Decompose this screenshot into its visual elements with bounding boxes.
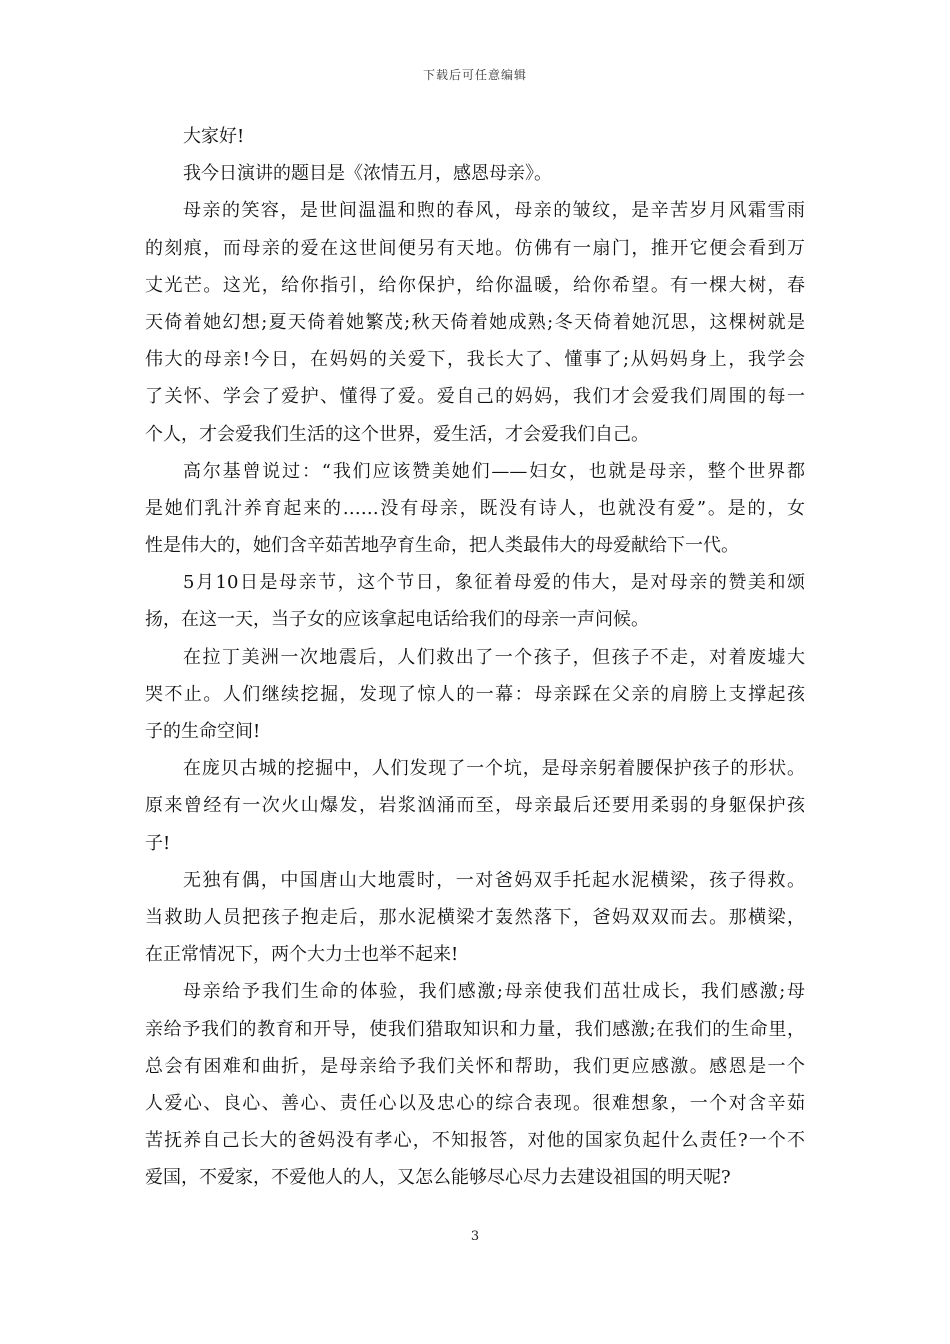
text-line: 子的生命空间! [145, 721, 261, 742]
text-line: 的刻痕，而母亲的爱在这世间便另有天地。仿佛有一扇门，推开它便会看到万 [145, 237, 805, 259]
text-line: 哭不止。人们继续挖掘，发现了惊人的一幕：母亲踩在父亲的肩膀上支撑起孩 [145, 683, 805, 705]
text-line: 总会有困难和曲折，是母亲给予我们关怀和帮助，我们更应感激。感恩是一个 [145, 1055, 805, 1077]
text-line: 在拉丁美洲一次地震后，人们救出了一个孩子，但孩子不走，对着废墟大 [183, 646, 805, 668]
page-header: 下载后可任意编辑 [422, 68, 527, 82]
text-line: 是她们乳汁养育起来的……没有母亲，既没有诗人，也就没有爱”。是的，女 [145, 497, 805, 519]
text-line: 母亲的笑容，是世间温温和煦的春风，母亲的皱纹，是辛苦岁月风霜雪雨 [183, 200, 805, 222]
text-line: 性是伟大的，她们含辛茹苦地孕育生命，把人类最伟大的母爱献给下一代。 [145, 535, 739, 557]
text-line: 在正常情况下，两个大力士也举不起来! [145, 944, 459, 966]
text-line: 在庞贝古城的挖掘中，人们发现了一个坑，是母亲躬着腰保护孩子的形状。 [183, 758, 805, 780]
text-line: 个人，才会爱我们生活的这个世界，爱生活，才会爱我们自己。 [145, 423, 649, 445]
text-line: 母亲给予我们生命的体验，我们感激;母亲使我们茁壮成长，我们感激;母 [183, 981, 805, 1003]
text-line: 人爱心、良心、善心、责任心以及忠心的综合表现。很难想象，一个对含辛茹 [145, 1092, 805, 1114]
text-line: 大家好! [183, 126, 245, 147]
text-line: 亲给予我们的教育和开导，使我们猎取知识和力量，我们感激;在我们的生命里， [145, 1018, 805, 1040]
text-line: 天倚着她幻想;夏天倚着她繁茂;秋天倚着她成熟;冬天倚着她沉思，这棵树就是 [145, 311, 805, 333]
text-line: 无独有偶，中国唐山大地震时，一对爸妈双手托起水泥横梁，孩子得救。 [183, 869, 805, 891]
document-body [145, 118, 805, 1196]
text-line: 伟大的母亲!今日，在妈妈的关爱下，我长大了、懂事了;从妈妈身上，我学会 [145, 349, 805, 371]
page-number: 3 [470, 1229, 480, 1244]
text-line: 了关怀、学会了爱护、懂得了爱。爱自己的妈妈，我们才会爱我们周围的每一 [145, 386, 805, 408]
text-line: 原来曾经有一次火山爆发，岩浆汹涌而至，母亲最后还要用柔弱的身躯保护孩 [145, 795, 805, 817]
text-line: 子! [145, 832, 171, 854]
text-line: 我今日演讲的题目是《浓情五月，感恩母亲》。 [183, 163, 552, 185]
text-line: 苦抚养自己长大的爸妈没有孝心，不知报答，对他的国家负起什么责任?一个不 [145, 1130, 805, 1152]
text-line: 5月10日是母亲节，这个节日，象征着母爱的伟大，是对母亲的赞美和颂 [183, 572, 805, 594]
text-line: 扬，在这一天，当子女的应该拿起电话给我们的母亲一声问候。 [145, 609, 649, 631]
text-line: 丈光芒。这光，给你指引，给你保护，给你温暖，给你希望。有一棵大树，春 [145, 274, 805, 296]
text-line: 爱国，不爱家，不爱他人的人，又怎么能够尽心尽力去建设祖国的明天呢? [145, 1167, 731, 1189]
text-line: 当救助人员把孩子抱走后，那水泥横梁才轰然落下，爸妈双双而去。那横梁， [145, 906, 805, 928]
text-line: 高尔基曾说过：“我们应该赞美她们——妇女，也就是母亲，整个世界都 [183, 460, 805, 482]
